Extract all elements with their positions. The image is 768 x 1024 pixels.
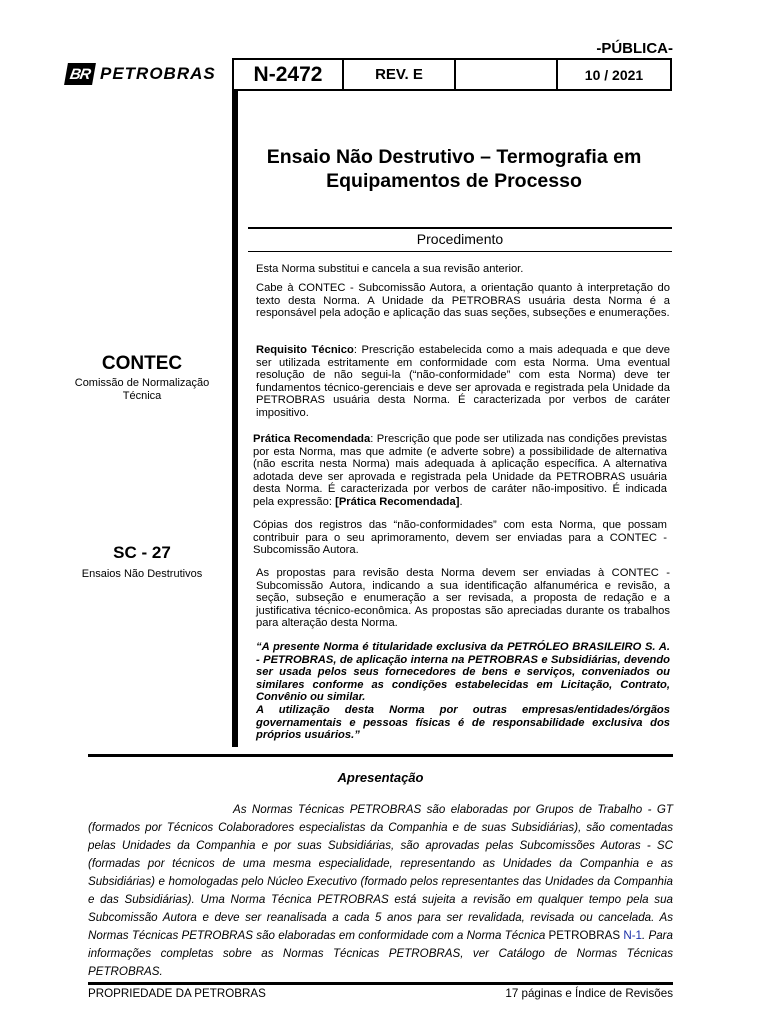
document-code: N-2472 [234, 60, 344, 89]
paragraph-copias: Cópias dos registros das “não-conformidades” com esta Norma, que possam contribuir para o seu aprimoramento, devem ser enviadas para a CONTEC - Subcomissão Autora. [253, 519, 667, 557]
document-title: Ensaio Não Destrutivo – Termografia em Equipamentos de Processo [266, 146, 642, 192]
requisito-tecnico-text: : Prescrição estabelecida como a mais adequada e que deve ser utilizada estritamente em conformidade com esta Norma. Uma eventual resolução de não segui-la (“não-conformidade” com esta Norma) deve ter fundamentos técnico-gerenciais e deve ser aprovada e registrada pela Unidade da PETROBRAS usuária desta Norma. É caracterizada por verbos de caráter impositivo. [256, 344, 670, 419]
footer-property: PROPRIEDADE DA PETROBRAS [88, 987, 266, 1000]
apresentacao-body [88, 801, 673, 981]
br-logo-mark: BR [64, 63, 96, 85]
paragraph-contec-orientation: Cabe à CONTEC - Subcomissão Autora, a orientação quanto à interpretação do texto desta Norma. A Unidade da PETROBRAS usuária desta Norma é a responsável pela adoção e aplicação das suas seções, subseções e enumerações. [256, 282, 670, 320]
apresentacao-upright-text: PETROBRAS [548, 929, 624, 942]
document-type: Procedimento [416, 231, 504, 247]
footer-page-count: 17 páginas e Índice de Revisões [505, 987, 673, 1000]
paragraph-propostas: As propostas para revisão desta Norma devem ser enviadas à CONTEC - Subcomissão Autora, indicando a sua identificação alfanumérica e revisão, a seção, subseção e enumeração a ser revisada, a proposta de redação e a justificativa técnico-econômica. As propostas são apreciadas durante os trabalhos para alteração desta Norma. [256, 567, 670, 630]
apresentacao-heading: Apresentação [337, 770, 424, 785]
subcommission-title: SC - 27 [113, 543, 171, 562]
paragraph-requisito-tecnico [256, 344, 670, 420]
document-date: 10 / 2021 [584, 66, 644, 83]
classification-label: -PÚBLICA- [596, 40, 673, 57]
divider [88, 754, 673, 757]
petrobras-logo [66, 62, 216, 86]
logo-wordmark: PETROBRAS [100, 64, 216, 83]
subcommission-subtitle: Ensaios Não Destrutivos [81, 568, 203, 580]
footer-divider [88, 982, 673, 985]
requisito-tecnico-label: Requisito Técnico [256, 344, 354, 356]
divider [248, 227, 672, 229]
apresentacao-text-end: . Para informações completas sobre as Normas Técnicas PETROBRAS, ver Catálogo de Normas Técnicas PETROBRAS. [88, 929, 673, 978]
paragraph-utilizacao: A utilização desta Norma por outras empresas/entidades/órgãos governamentais e pessoas físicas é de responsabilidade exclusiva dos próprios usuários.” [256, 704, 670, 742]
apresentacao-text: As Normas Técnicas PETROBRAS são elaboradas por Grupos de Trabalho - GT (formados por Técnicos Colaboradores especialistas da Companhia e de suas Subsidiárias), são comentadas pelas Unidades da Companhia e por suas Subsidiárias, são aprovadas pelas Subcomissões Autoras - SC (formadas por técnicos de uma mesma especialidade, representando as Unidades da Companhia e as Subsidiárias) e homologadas pelo Núcleo Executivo (formado pelos representantes das Unidades da Companhia e das Subsidiárias). Uma Norma Técnica PETROBRAS está sujeita a revisão em qualquer tempo pela sua Subcomissão Autora e deve ser reanalisada a cada 5 anos para ser revalidada, revisada ou cancelada. As Normas Técnicas PETROBRAS são elaboradas em conformidade com a Norma Técnica [88, 803, 673, 942]
document-revision: REV. E [344, 60, 456, 89]
pratica-recomendada-expression: [Prática Recomendada] [335, 495, 460, 508]
contec-title: CONTEC [101, 353, 183, 374]
paragraph-pratica-recomendada [253, 433, 667, 509]
contec-subtitle: Comissão de Normalização Técnica [74, 377, 210, 402]
pratica-recomendada-label: Prática Recomendada [253, 433, 371, 445]
paragraph-titularidade: “A presente Norma é titularidade exclusiva da PETRÓLEO BRASILEIRO S. A. - PETROBRAS, de aplicação interna na PETROBRAS e Subsidiárias, devendo ser usada pelos seus fornecedores de bens e serviços, conveniados ou similares conforme as condições estabelecidas em Licitação, Contrato, Convênio ou similar. [256, 641, 670, 704]
pratica-recomendada-text: : Prescrição que pode ser utilizada nas condições previstas por esta Norma, mas que admite (e adverte sobre) a possibilidade de alternativa (não escrita nesta Norma) mais adequada à aplicação específica. A alternativa adotada deve ser aprovada e registrada pela Unidade da PETROBRAS usuária desta Norma. É caracterizada por verbos de caráter não-impositivo. É indicada pela expressão: [253, 433, 667, 508]
header-blank-cell [456, 60, 558, 89]
period: . [459, 495, 463, 508]
document-header-table [232, 58, 672, 91]
paragraph-substitution: Esta Norma substitui e cancela a sua revisão anterior. [256, 263, 524, 275]
norma-n1-link[interactable]: N-1 [623, 929, 643, 942]
divider [248, 251, 672, 252]
left-vertical-bar [232, 91, 238, 747]
